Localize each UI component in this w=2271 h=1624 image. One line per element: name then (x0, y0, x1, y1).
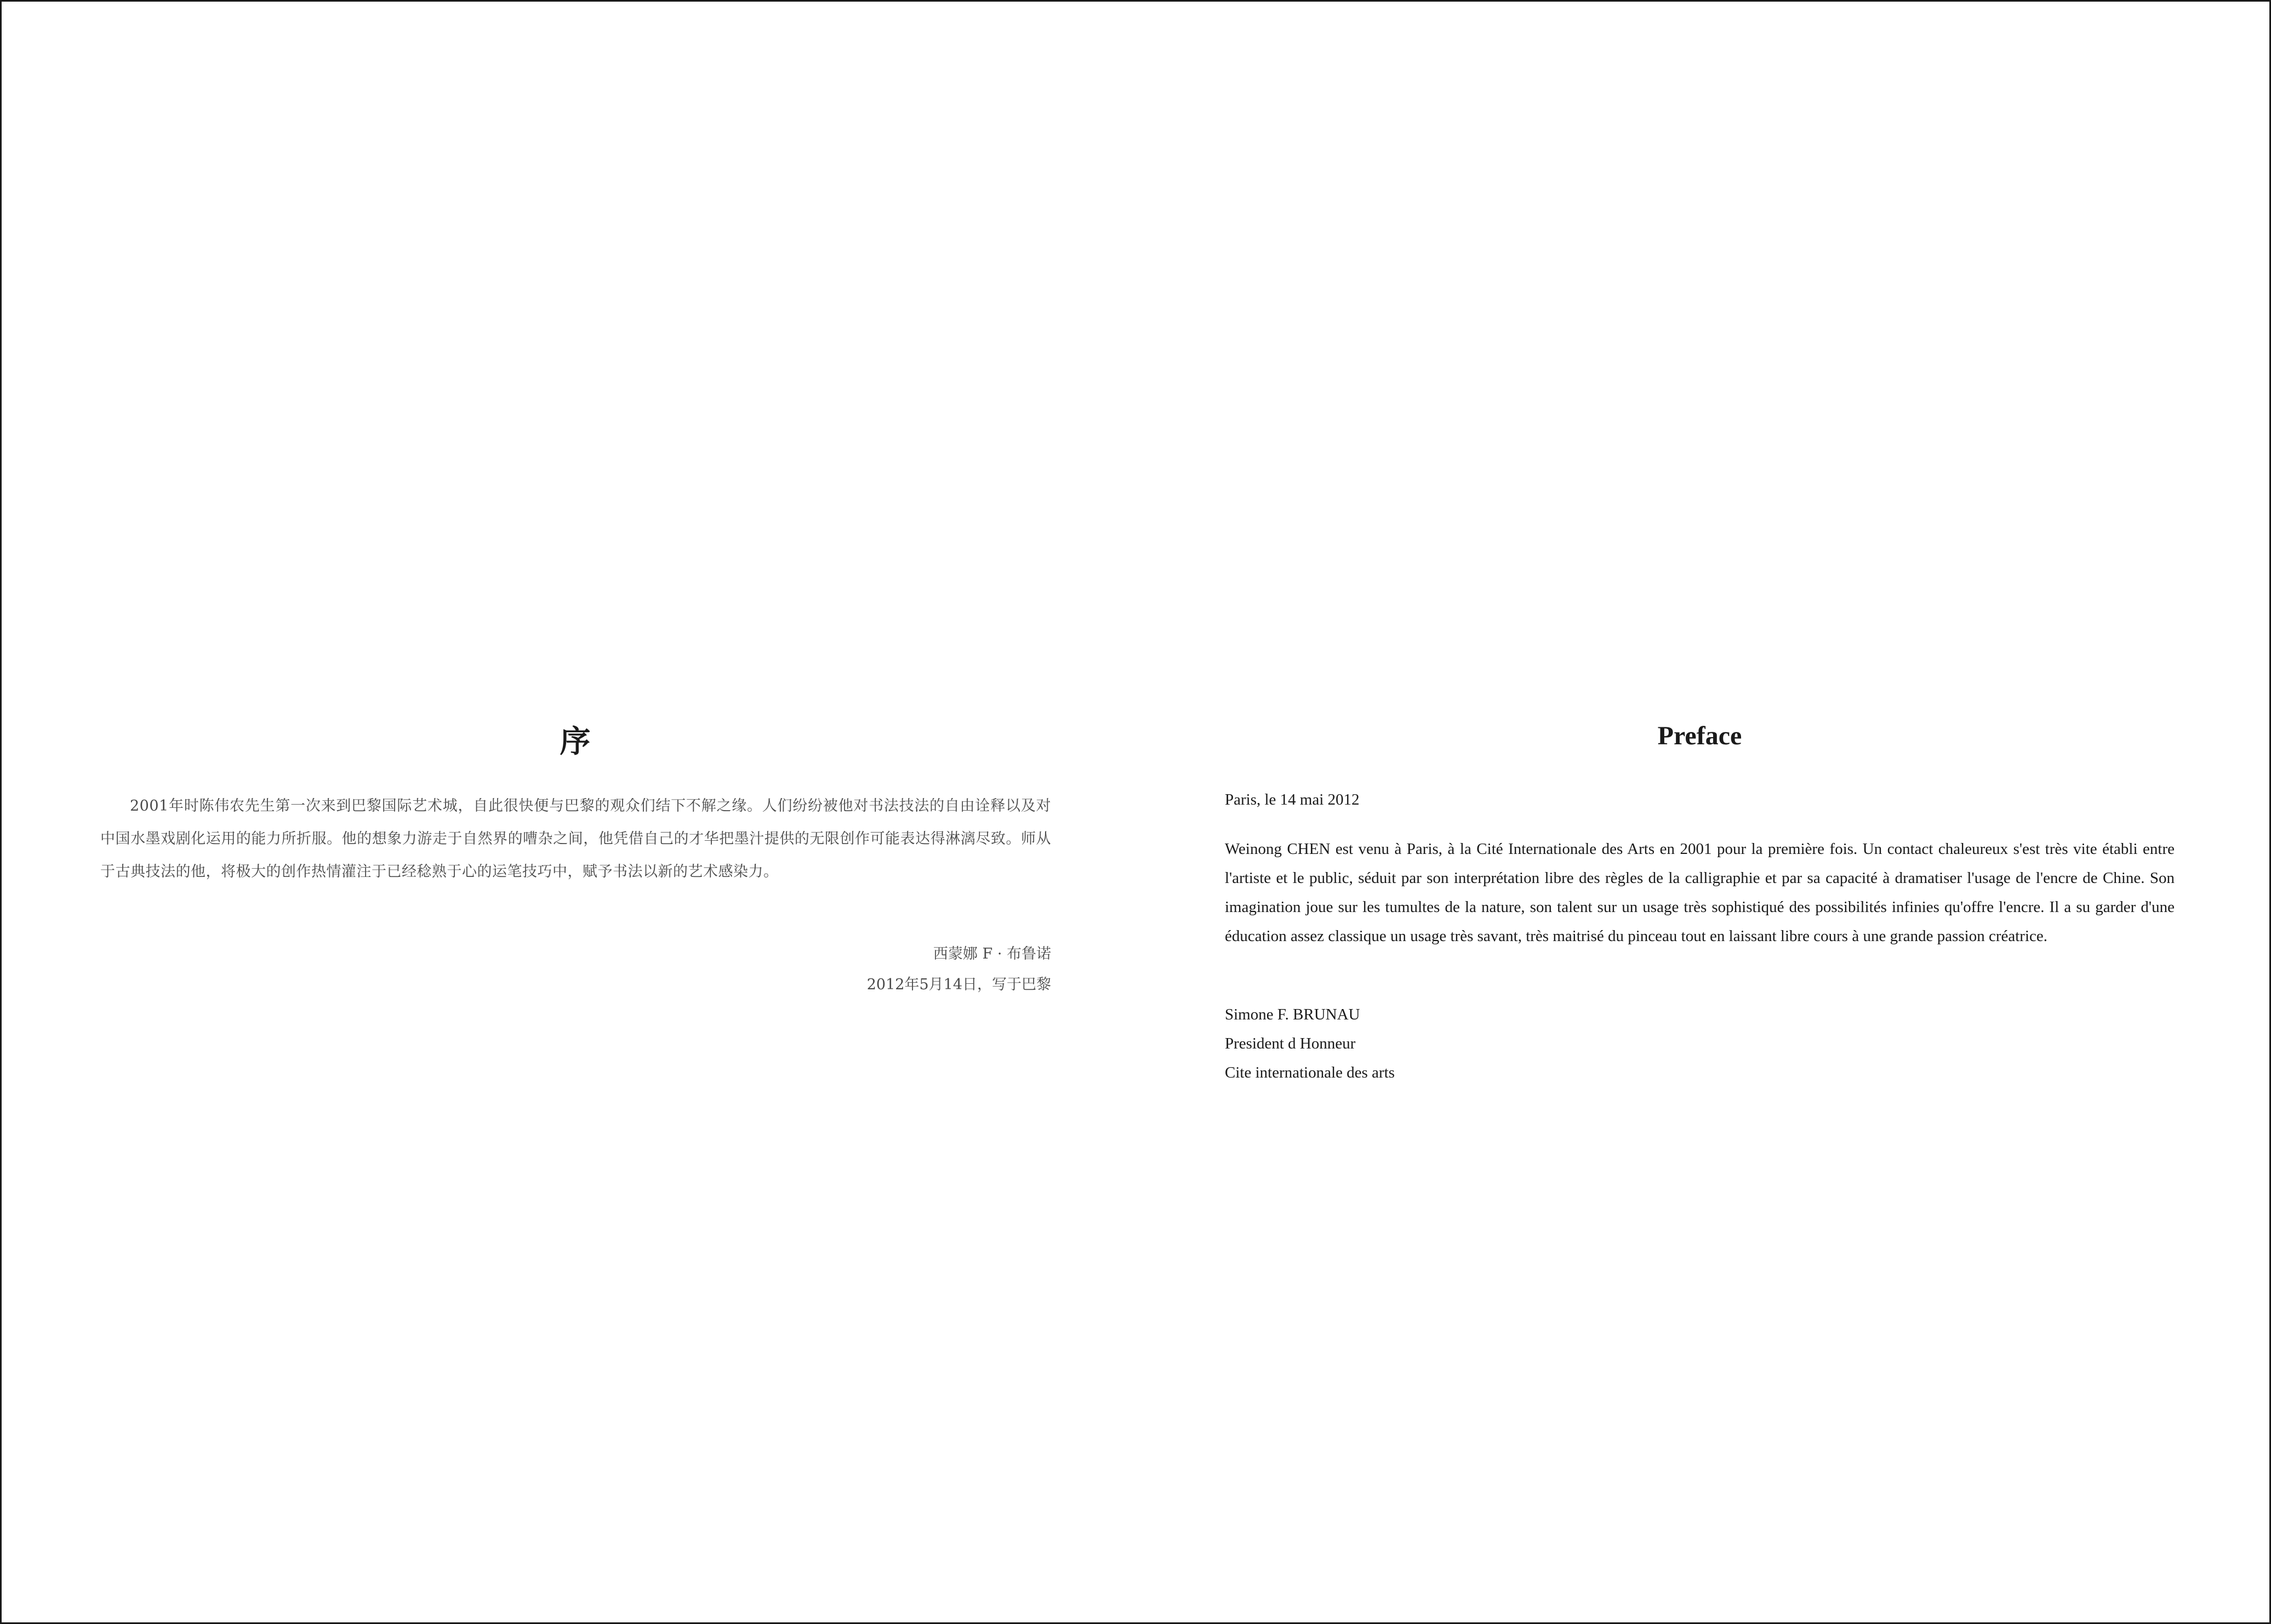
chinese-signature-block (100, 939, 1051, 1000)
french-signature-name: Simone F. BRUNAU (1225, 1006, 1360, 1023)
chinese-preface-body: 2001年时陈伟农先生第一次来到巴黎国际艺术城，自此很快便与巴黎的观众们结下不解之缘。人们纷纷被他对书法技法的自由诠释以及对中国水墨戏剧化运用的能力所折服。他的想象力游走于自然界的嘈杂之间，他凭借自己的才华把墨汁提供的无限创作可能表达得淋漓尽致。师从于古典技法的他，将极大的创作热情灌注于已经稔熟于心的运笔技巧中，赋予书法以新的艺术感染力。 (100, 797, 1051, 880)
french-date-line: Paris, le 14 mai 2012 (1225, 791, 1360, 808)
french-preface-page (1225, 714, 2175, 1087)
french-preface-body: Weinong CHEN est venu à Paris, à la Cité Internationale des Arts en 2001 pour la première fois. Un contact chaleureux s'est très vite établi entre l'artiste et le public, séduit par son interprétation libre des règles de la calligraphie et par sa capacité à dramatiser l'usage de l'encre de Chine. Son imagination joue sur les tumultes de la nature, son talent sur un usage très sophistiqué des possibilités infinies qu'offre l'encre. Il a su garder d'une éducation assez classique un usage très savant, très maitrisé du pinceau tout en laissant libre cours à une grande passion créatrice. (1225, 840, 2175, 945)
french-signature-block (1225, 1000, 2175, 1087)
chinese-signature-name: 西蒙娜 F · 布鲁诺 (933, 945, 1051, 962)
french-signature-org: Cite internationale des arts (1225, 1064, 1395, 1081)
chinese-signature-date: 2012年5月14日，写于巴黎 (866, 976, 1051, 993)
french-signature-title: President d Honneur (1225, 1035, 1356, 1052)
french-preface-title: Preface (1657, 721, 1742, 750)
chinese-preface-title: 序 (560, 723, 592, 760)
chinese-preface-page (100, 720, 1051, 1000)
